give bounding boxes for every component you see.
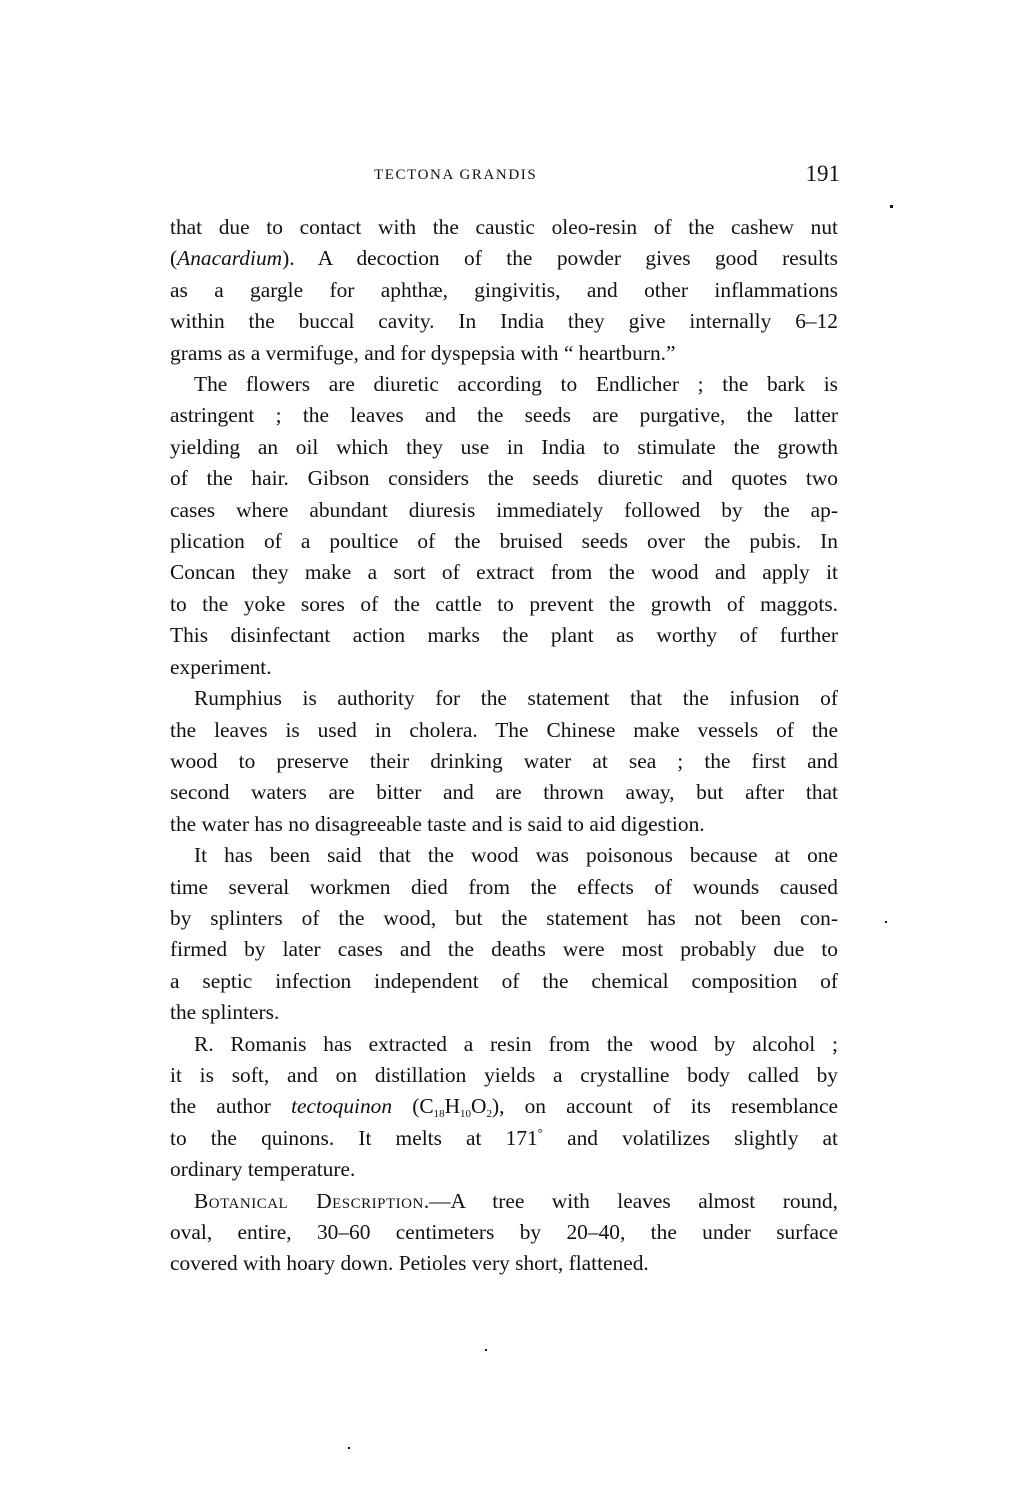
page-header (170, 163, 838, 193)
text-line: experiment. (170, 654, 272, 679)
text-line: within the buccal cavity. In India they give internally 6–12 (170, 309, 838, 334)
text-line: by splinters of the wood, but the statement has not been con- (170, 905, 838, 930)
text-line: time several workmen died from the effects of wounds caused (170, 874, 838, 899)
italic-term: tectoquinon (291, 1094, 393, 1119)
text-line: plication of a poultice of the bruised seeds over the pubis. In (170, 529, 838, 554)
text-line: R. Romanis has extracted a resin from the wood by alcohol ; (194, 1031, 838, 1056)
paragraph (170, 369, 838, 683)
text-line: Concan they make a sort of extract from the wood and apply it (170, 560, 838, 585)
text-line: the author tectoquinon $(C_{18}H_{10}O_2)$, on account of its resemblance (170, 1094, 838, 1121)
running-title: TECTONA GRANDIS (374, 167, 538, 183)
subscript: 18 (433, 1108, 445, 1121)
text-line: the splinters. (170, 1000, 280, 1025)
text-line: covered with hoary down. Petioles very short, flattened. (170, 1251, 649, 1276)
text-line: Botanical Description.—A tree with leaves almost round, (194, 1188, 838, 1213)
text-line: to the yoke sores of the cattle to prevent the growth of maggots. (170, 591, 838, 616)
text-line: yielding an oil which they use in India to stimulate the growth (170, 434, 838, 459)
text-line: second waters are bitter and are thrown away, but after that (170, 780, 838, 805)
text-line: cases where abundant diuresis immediately followed by the ap- (170, 497, 838, 522)
paragraph (170, 1186, 838, 1280)
text-line: Rumphius is authority for the statement that the infusion of (194, 686, 838, 711)
text-line: oval, entire, 30–60 centimeters by 20–40, the under surface (170, 1220, 838, 1244)
subscript: 2 (486, 1108, 492, 1121)
text-line: to the quinons. It melts at 171° and volatilizes slightly at (170, 1124, 838, 1150)
scan-speck (485, 1349, 487, 1351)
paragraph (170, 683, 838, 840)
text-line: as a gargle for aphthæ, gingivitis, and other inflammations (170, 277, 838, 302)
text-line: a septic infection independent of the chemical composition of (170, 968, 838, 993)
superscript: ° (537, 1124, 543, 1140)
text-line: grams as a vermifuge, and for dyspepsia with “ heartburn.” (170, 340, 676, 365)
text-line: It has been said that the wood was poisonous because at one (194, 843, 838, 868)
text-line: of the hair. Gibson considers the seeds diuretic and quotes two (170, 466, 838, 491)
text-line: firmed by later cases and the deaths were most probably due to (170, 937, 838, 962)
paragraph (170, 1029, 838, 1186)
text-line: that due to contact with the caustic oleo-resin of the cashew nut (170, 215, 838, 239)
section-heading: Botanical Description (194, 1188, 424, 1213)
text-line: it is soft, and on distillation yields a crystalline body called by (170, 1062, 838, 1087)
text-line: ordinary temperature. (170, 1157, 356, 1182)
body-text (170, 212, 838, 1280)
text-line: the water has no disagreeable taste and is said to aid digestion. (170, 811, 705, 836)
text-line: astringent ; the leaves and the seeds are purgative, the latter (170, 403, 838, 428)
text-line: the leaves is used in cholera. The Chinese make vessels of the (170, 717, 838, 742)
page-number: 191 (805, 161, 840, 186)
scan-speck (348, 1447, 350, 1449)
text-line: This disinfectant action marks the plant as worthy of further (170, 623, 838, 648)
text-line: The flowers are diuretic according to Endlicher ; the bark is (194, 372, 838, 397)
paragraph (170, 212, 838, 369)
scan-speck (890, 205, 893, 208)
scan-speck (885, 921, 887, 923)
paragraph (170, 840, 838, 1028)
text-line: (Anacardium). A decoction of the powder gives good results (170, 246, 838, 271)
text-line: wood to preserve their drinking water at sea ; the first and (170, 748, 838, 773)
italic-term: Anacardium (177, 246, 283, 271)
subscript: 10 (460, 1108, 472, 1121)
